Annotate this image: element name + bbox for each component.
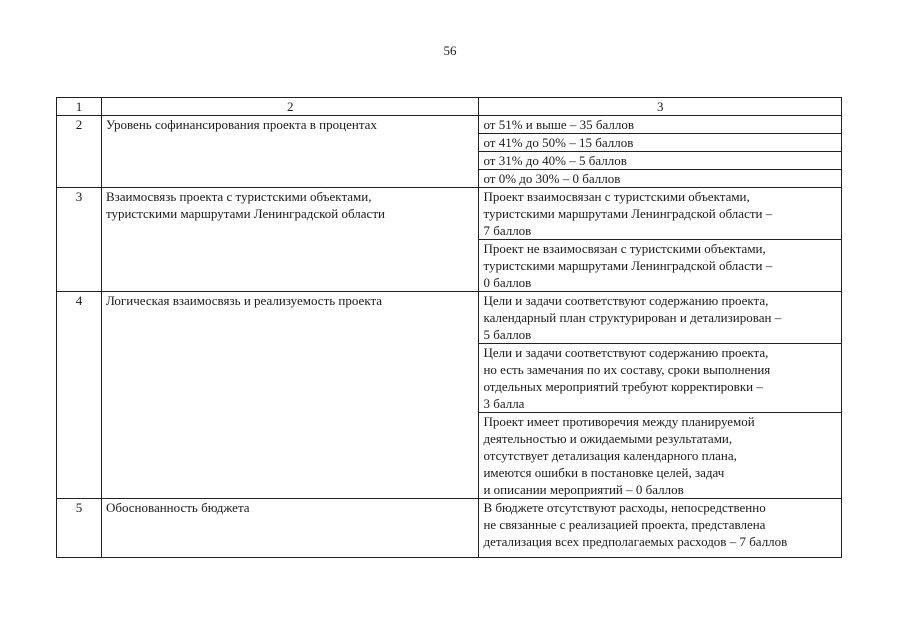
score-line: В бюджете отсутствуют расходы, непосредственно xyxy=(483,500,766,515)
score-cell xyxy=(479,116,842,134)
score-cell xyxy=(479,344,842,413)
criterion-line: Логическая взаимосвязь и реализуемость проекта xyxy=(105,293,383,308)
score-line: 7 баллов xyxy=(483,223,532,238)
score-cell xyxy=(479,240,842,292)
score-cell xyxy=(479,499,842,558)
score-line: от 31% до 40% – 5 баллов xyxy=(483,153,627,168)
column-header-2: 2 xyxy=(101,98,479,116)
row-number: 3 xyxy=(57,188,102,292)
score-line: отсутствует детализация календарного плана, xyxy=(483,448,737,463)
criteria-table xyxy=(56,97,842,558)
score-line: туристскими маршрутами Ленинградской области – xyxy=(483,258,773,273)
criterion-line: туристскими маршрутами Ленинградской области xyxy=(105,206,385,221)
score-line: туристскими маршрутами Ленинградской области – xyxy=(483,206,773,221)
column-header-3: 3 xyxy=(479,98,842,116)
score-line: от 51% и выше – 35 баллов xyxy=(483,117,635,132)
score-line: не связанные с реализацией проекта, представлена xyxy=(483,517,766,532)
score-cell xyxy=(479,134,842,152)
row-number: 4 xyxy=(57,292,102,499)
row-number: 2 xyxy=(57,116,102,188)
table-header-row xyxy=(57,98,842,116)
score-line: Проект взаимосвязан с туристскими объектами, xyxy=(483,189,750,204)
score-line: деятельностью и ожидаемыми результатами, xyxy=(483,431,733,446)
score-line: имеются ошибки в постановке целей, задач xyxy=(483,465,725,480)
score-cell xyxy=(479,188,842,240)
score-line: и описании мероприятий – 0 баллов xyxy=(483,482,684,497)
score-cell xyxy=(479,152,842,170)
score-line: но есть замечания по их составу, сроки выполнения xyxy=(483,362,771,377)
score-line: календарный план структурирован и детализирован – xyxy=(483,310,782,325)
criterion-line: Уровень софинансирования проекта в процентах xyxy=(105,117,377,132)
score-line: 3 балла xyxy=(483,396,525,411)
table-row xyxy=(57,188,842,240)
score-cell xyxy=(479,413,842,499)
criterion-line: Обоснованность бюджета xyxy=(105,500,250,515)
criterion-line: Взаимосвязь проекта с туристскими объектами, xyxy=(105,189,372,204)
table-row xyxy=(57,292,842,344)
table-row xyxy=(57,116,842,134)
score-line: детализация всех предполагаемых расходов – 7 баллов xyxy=(483,534,788,549)
score-line: Цели и задачи соответствуют содержанию проекта, xyxy=(483,345,769,360)
column-header-1: 1 xyxy=(57,98,102,116)
score-line: отдельных мероприятий требуют корректировки – xyxy=(483,379,763,394)
table-row xyxy=(57,499,842,558)
score-line: Цели и задачи соответствуют содержанию проекта, xyxy=(483,293,769,308)
score-line: от 0% до 30% – 0 баллов xyxy=(483,171,621,186)
page-number: 56 xyxy=(443,43,457,58)
score-line: 0 баллов xyxy=(483,275,532,290)
score-line: от 41% до 50% – 15 баллов xyxy=(483,135,634,150)
score-line: 5 баллов xyxy=(483,327,532,342)
row-number: 5 xyxy=(57,499,102,558)
score-cell xyxy=(479,292,842,344)
criterion-cell xyxy=(101,292,479,499)
score-cell xyxy=(479,170,842,188)
score-line: Проект имеет противоречия между планируемой xyxy=(483,414,755,429)
score-line: Проект не взаимосвязан с туристскими объектами, xyxy=(483,241,766,256)
criterion-cell xyxy=(101,499,479,558)
criterion-cell xyxy=(101,188,479,292)
criterion-cell xyxy=(101,116,479,188)
